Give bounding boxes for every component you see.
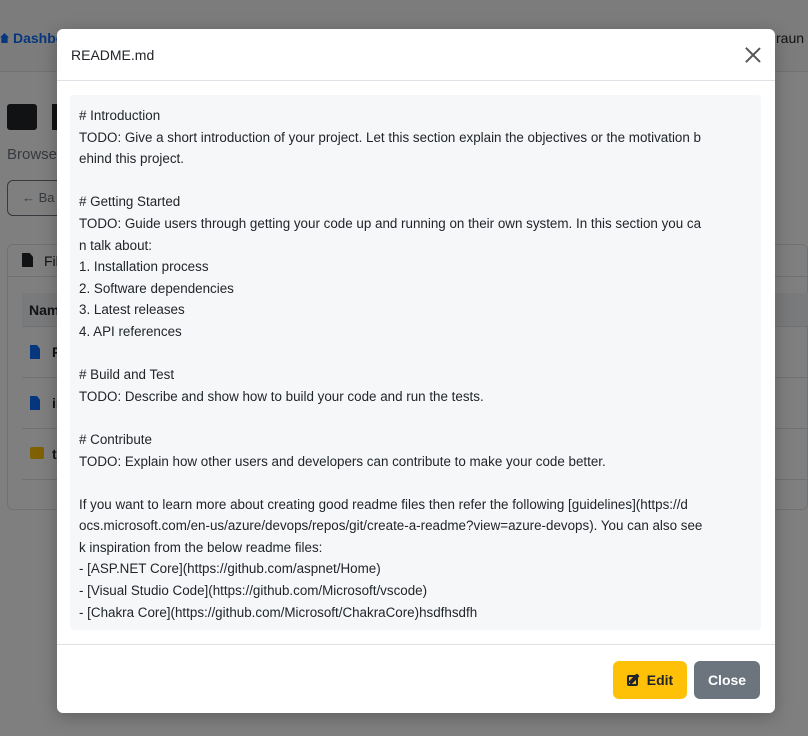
edit-button-label: Edit	[646, 672, 674, 688]
content-line: - [ASP.NET Core](https://github.com/aspnet/Home)	[79, 561, 381, 577]
content-line: # Getting Started	[79, 194, 181, 210]
modal-header	[57, 29, 775, 81]
content-line	[79, 343, 752, 365]
content-line: # Contribute	[79, 431, 152, 447]
modal-footer	[57, 644, 775, 713]
content-line: k inspiration from the below readme files:	[79, 539, 323, 555]
content-line: # Build and Test	[79, 367, 175, 383]
content-line: TODO: Describe and show how to build your code and run the tests.	[79, 388, 484, 404]
content-line: # Introduction	[79, 108, 161, 123]
close-button[interactable]	[694, 661, 760, 699]
content-line: n talk about:	[79, 237, 152, 253]
content-line: - [Chakra Core](https://github.com/Microsoft/ChakraCore)hsdfhsdfh	[79, 604, 478, 620]
content-line: 3. Latest releases	[79, 302, 185, 318]
close-button-label: Close	[707, 672, 747, 688]
content-line: 1. Installation process	[79, 259, 209, 275]
content-line: If you want to learn more about creating good readme files then refer the following [guidelines](https://d	[79, 496, 688, 512]
content-line: TODO: Guide users through getting your code up and running on their own system. In this section you ca	[79, 215, 702, 231]
readme-modal	[57, 29, 775, 713]
content-line: 2. Software dependencies	[79, 280, 234, 296]
content-line: TODO: Explain how other users and developers can contribute to make your code better.	[79, 453, 606, 469]
content-line: ehind this project.	[79, 151, 184, 167]
content-line: ocs.microsoft.com/en-us/azure/devops/repos/git/create-a-readme?view=azure-devops). You can also see	[79, 518, 703, 534]
content-line	[79, 170, 752, 192]
readme-content	[70, 95, 761, 630]
content-line	[79, 407, 752, 429]
modal-title: README.md	[71, 47, 155, 63]
edit-icon	[627, 673, 641, 687]
close-icon[interactable]	[741, 43, 765, 67]
content-line: 4. API references	[79, 323, 182, 339]
content-line: TODO: Give a short introduction of your project. Let this section explain the objectives or the motivation b	[79, 129, 701, 145]
content-line: - [Visual Studio Code](https://github.com/Microsoft/vscode)	[79, 583, 428, 599]
content-line	[79, 472, 752, 494]
edit-button[interactable]	[613, 661, 687, 699]
